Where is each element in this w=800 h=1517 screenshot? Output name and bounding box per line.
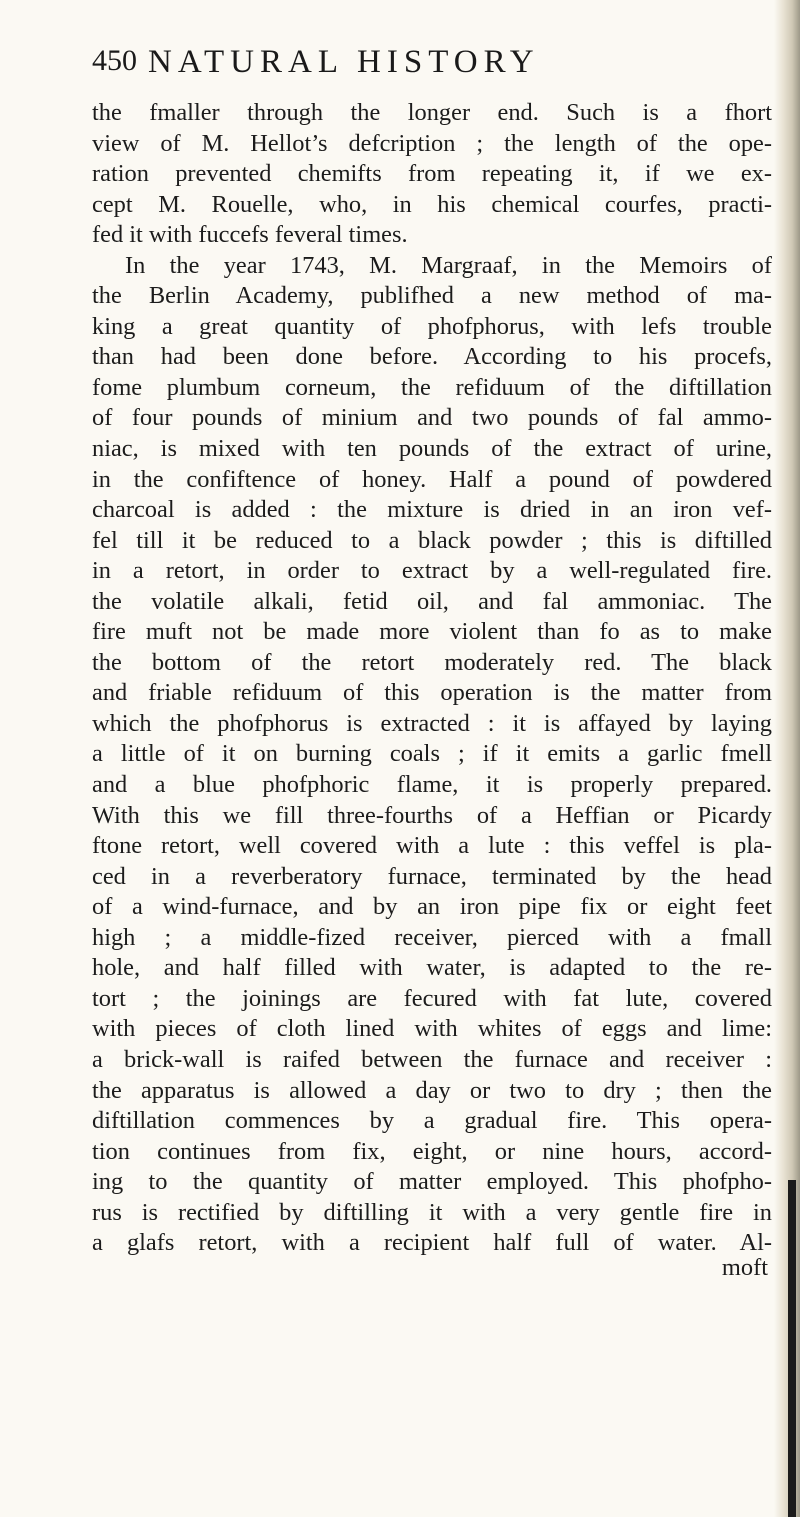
- text-line: in the confiftence of honey. Half a pound of powdered: [92, 465, 772, 493]
- text-line: ration prevented chemifts from repeating it, if we ex-: [92, 160, 772, 188]
- text-line: ftone retort, well covered with a lute : this veffel is pla-: [92, 832, 772, 860]
- text-line: fel till it be reduced to a black powder ; this is diftilled: [92, 526, 772, 554]
- catchword-row: [92, 1253, 772, 1289]
- text-line: the fmaller through the longer end. Such is a fhort: [92, 99, 772, 126]
- text-line: a glafs retort, with a recipient half full of water. Al-: [92, 1229, 772, 1257]
- body-text: [92, 98, 772, 1289]
- text-line: rus is rectified by diftilling it with a very gentle fire in: [92, 1198, 772, 1226]
- text-line: With this we fill three-fourths of a Heffian or Picardy: [92, 801, 772, 829]
- text-line: with pieces of cloth lined with whites of eggs and lime:: [92, 1015, 772, 1043]
- text-line: a little of it on burning coals ; if it emits a garlic fmell: [92, 740, 772, 768]
- text-line: tort ; the joinings are fecured with fat lute, covered: [92, 984, 772, 1012]
- catchword: moft: [721, 1253, 768, 1281]
- text-line: fome plumbum corneum, the refiduum of the diftillation: [92, 373, 772, 401]
- text-line: niac, is mixed with ten pounds of the extract of urine,: [92, 435, 772, 463]
- text-line: In the year 1743, M. Margraaf, in the Memoirs of: [125, 251, 772, 279]
- page-number: 450: [92, 44, 137, 77]
- text-line: fire muft not be made more violent than fo as to make: [92, 618, 772, 646]
- text-line: fed it with fuccefs feveral times.: [92, 221, 408, 249]
- running-head: NATURAL HISTORY: [148, 44, 540, 80]
- text-line: tion continues from fix, eight, or nine hours, accord-: [92, 1137, 772, 1165]
- text-line: of a wind-furnace, and by an iron pipe fix or eight feet: [92, 893, 772, 921]
- text-line: in a retort, in order to extract by a well-regulated fire.: [92, 557, 772, 585]
- page-header: [92, 44, 772, 84]
- text-line: and a blue phofphoric flame, it is properly prepared.: [92, 771, 772, 799]
- text-line: the apparatus is allowed a day or two to dry ; then the: [92, 1076, 772, 1104]
- text-line: ced in a reverberatory furnace, terminated by the head: [92, 862, 772, 890]
- text-line: king a great quantity of phofphorus, with lefs trouble: [92, 312, 772, 340]
- text-line: hole, and half filled with water, is adapted to the re-: [92, 954, 772, 982]
- text-line: than had been done before. According to his procefs,: [92, 343, 772, 371]
- text-line: the volatile alkali, fetid oil, and fal ammoniac. The: [92, 587, 772, 615]
- text-line: diftillation commences by a gradual fire. This opera-: [92, 1107, 772, 1135]
- text-line: ing to the quantity of matter employed. This phofpho-: [92, 1168, 772, 1196]
- text-line: and friable refiduum of this operation is the matter from: [92, 679, 772, 707]
- text-line: high ; a middle-fized receiver, pierced with a fmall: [92, 923, 772, 951]
- page-edge-shadow: [774, 0, 800, 1517]
- text-line: charcoal is added : the mixture is dried in an iron vef-: [92, 496, 772, 524]
- text-line: view of M. Hellot’s defcription ; the length of the ope-: [92, 129, 772, 157]
- text-line: cept M. Rouelle, who, in his chemical courfes, practi-: [92, 190, 772, 218]
- text-line: a brick-wall is raifed between the furnace and receiver :: [92, 1045, 772, 1073]
- text-line: the Berlin Academy, publifhed a new method of ma-: [92, 282, 772, 310]
- text-line: which the phofphorus is extracted : it is affayed by laying: [92, 709, 772, 737]
- text-line: the bottom of the retort moderately red. The black: [92, 648, 772, 676]
- text-line: of four pounds of minium and two pounds of fal ammo-: [92, 404, 772, 432]
